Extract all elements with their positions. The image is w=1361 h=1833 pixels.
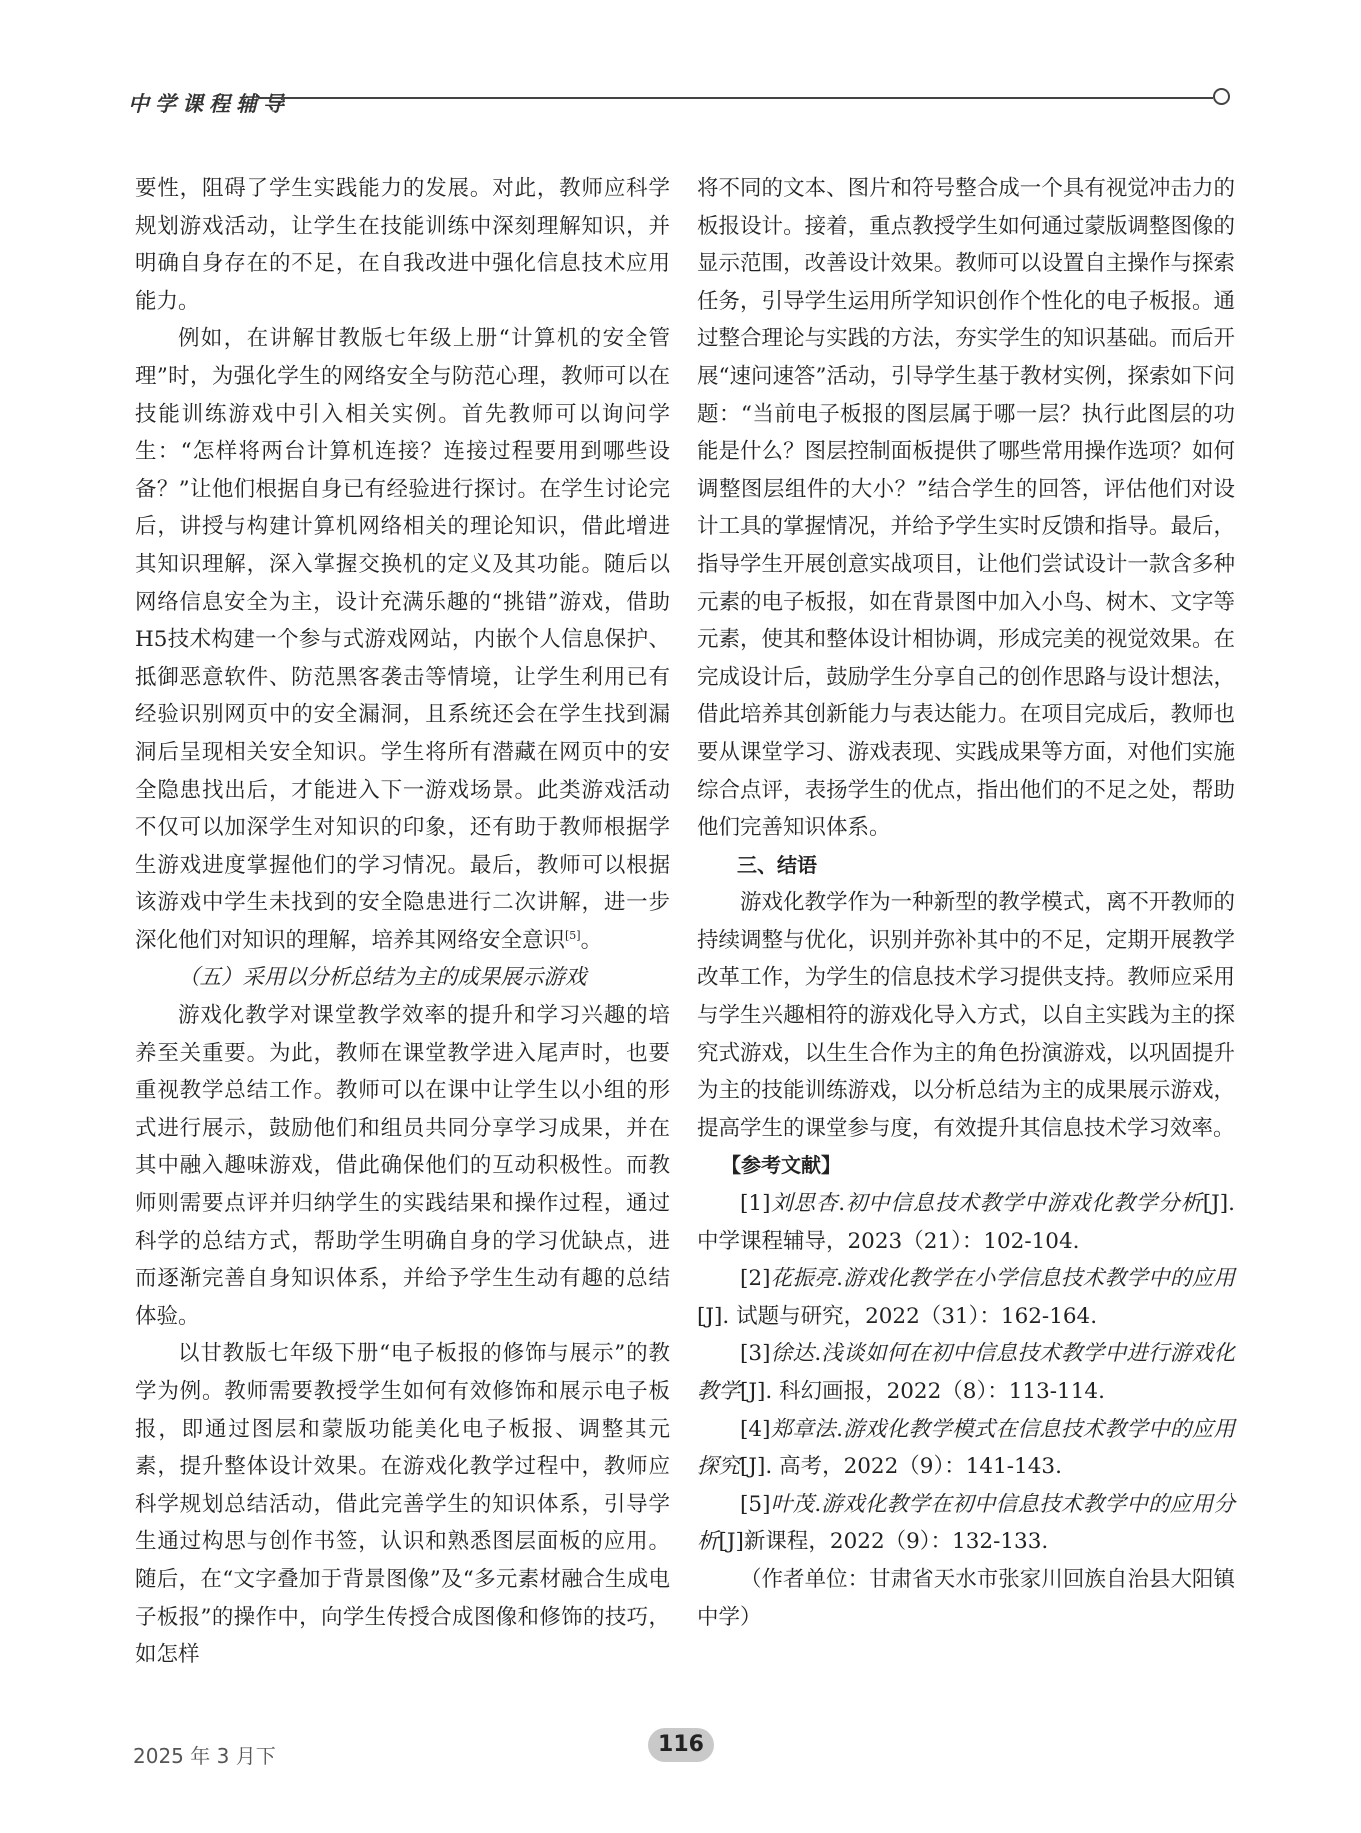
body-paragraph: 将不同的文本、图片和符号整合成一个具有视觉冲击力的板报设计。接着，重点教授学生如何通过蒙版调整图像的显示范围，改善设计效果。教师可以设置自主操作与探索任务，引导学生运用所学知识创作个性化的电子板报。通过整合理论与实践的方法，夯实学生的知识基础。而后开展“速问速答”活动，引导学生基于教材实例，探索如下问题：“当前电子板报的图层属于哪一层？执行此图层的功能是什么？图层控制面板提供了哪些常用操作选项？如何调整图层组件的大小？”结合学生的回答，评估他们对设计工具的掌握情况，并给予学生实时反馈和指导。最后，指导学生开展创意实战项目，让他们尝试设计一款含多种元素的电子板报，如在背景图中加入小鸟、树木、文字等元素，使其和整体设计相协调，形成完美的视觉效果。在完成设计后，鼓励学生分享自己的创作思路与设计想法，借此培养其创新能力与表达能力。在项目完成后，教师也要从课堂学习、游戏表现、实践成果等方面，对他们实施综合点评，表扬学生的优点，指出他们的不足之处，帮助他们完善知识体系。 xyxy=(697,176,1235,841)
issue-date: 2025 年 3 月下 xyxy=(133,1744,276,1768)
reference-item: [1]刘思杏.初中信息技术教学中游戏化教学分析[J]. 中学课程辅导，2023（21）：102-104. xyxy=(697,1191,1235,1254)
reference-item: [2]花振亮.游戏化教学在小学信息技术教学中的应用[J]. 试题与研究，2022（31）：162-164. xyxy=(697,1266,1235,1329)
page-number: 116 xyxy=(648,1728,714,1762)
body-paragraph: 游戏化教学对课堂教学效率的提升和学习兴趣的培养至关重要。为此，教师在课堂教学进入尾声时，也要重视教学总结工作。教师可以在课中让学生以小组的形式进行展示，鼓励他们和组员共同分享学习成果，并在其中融入趣味游戏，借此确保他们的互动积极性。而教师则需要点评并归纳学生的实践结果和操作过程，通过科学的总结方式，帮助学生明确自身的学习优缺点，进而逐渐完善自身知识体系，并给予学生生动有趣的总结体验。 xyxy=(135,1003,670,1329)
citation-mark: [5] xyxy=(565,928,581,942)
left-column xyxy=(135,170,670,1674)
body-paragraph: 例如，在讲解甘教版七年级上册“计算机的安全管理”时，为强化学生的网络安全与防范心理，教师可以在技能训练游戏中引入相关实例。首先教师可以询问学生：“怎样将两台计算机连接？连接过程要用到哪些设备？”让他们根据自身已有经验进行探讨。在学生讨论完后，讲授与构建计算机网络相关的理论知识，借此增进其知识理解，深入掌握交换机的定义及其功能。随后以网络信息安全为主，设计充满乐趣的“挑错”游戏，借助H5技术构建一个参与式游戏网站，内嵌个人信息保护、抵御恶意软件、防范黑客袭击等情境，让学生利用已有经验识别网页中的安全漏洞，且系统还会在学生找到漏洞后呈现相关安全知识。学生将所有潜藏在网页中的安全隐患找出后，才能进入下一游戏场景。此类游戏活动不仅可以加深学生对知识的印象，还有助于教师根据学生游戏进度掌握他们的学习情况。最后，教师可以根据该游戏中学生未找到的安全隐患进行二次讲解，进一步深化他们对知识的理解，培养其网络安全意识[5]。 xyxy=(135,326,670,953)
body-paragraph: 以甘教版七年级下册“电子板报的修饰与展示”的教学为例。教师需要教授学生如何有效修饰和展示电子板报，即通过图层和蒙版功能美化电子板报、调整其元素，提升整体设计效果。在游戏化教学过程中，教师应科学规划总结活动，借此完善学生的知识体系，引导学生通过构思与创作书签，认识和熟悉图层面板的应用。随后，在“文字叠加于背景图像”及“多元素材融合生成电子板报”的操作中，向学生传授合成图像和修饰的技巧，如怎样 xyxy=(135,1341,670,1668)
reference-item: [5]叶茂.游戏化教学在初中信息技术教学中的应用分析[J]新课程，2022（9）：132-133. xyxy=(697,1491,1235,1555)
body-paragraph: 要性，阻碍了学生实践能力的发展。对此，教师应科学规划游戏活动，让学生在技能训练中深刻理解知识，并明确自身存在的不足，在自我改进中强化信息技术应用能力。 xyxy=(135,176,670,314)
section-heading: 三、结语 xyxy=(737,852,817,877)
body-paragraph: 游戏化教学作为一种新型的教学模式，离不开教师的持续调整与优化，识别并弥补其中的不足，定期开展教学改革工作，为学生的信息技术学习提供支持。教师应采用与学生兴趣相符的游戏化导入方式，以自主实践为主的探究式游戏，以生生合作为主的角色扮演游戏，以巩固提升为主的技能训练游戏，以分析总结为主的成果展示游戏，提高学生的课堂参与度，有效提升其信息技术学习效率。 xyxy=(697,890,1235,1141)
references-heading: 【参考文献】 xyxy=(721,1153,841,1178)
journal-title: 中学课程辅导 xyxy=(128,91,290,116)
reference-item: [4]郑章法.游戏化教学模式在信息技术教学中的应用探究[J]. 高考，2022（9）：141-143. xyxy=(697,1416,1235,1480)
reference-item: [3]徐达.浅谈如何在初中信息技术教学中进行游戏化教学[J]. 科幻画报，2022（8）：113-114. xyxy=(697,1341,1235,1404)
header-circle-ornament xyxy=(1213,88,1230,105)
right-column xyxy=(697,170,1235,1636)
header-rule xyxy=(258,97,1213,99)
author-affiliation: （作者单位：甘肃省天水市张家川回族自治县大阳镇中学） xyxy=(697,1566,1235,1630)
subsection-heading: （五）采用以分析总结为主的成果展示游戏 xyxy=(178,965,587,991)
